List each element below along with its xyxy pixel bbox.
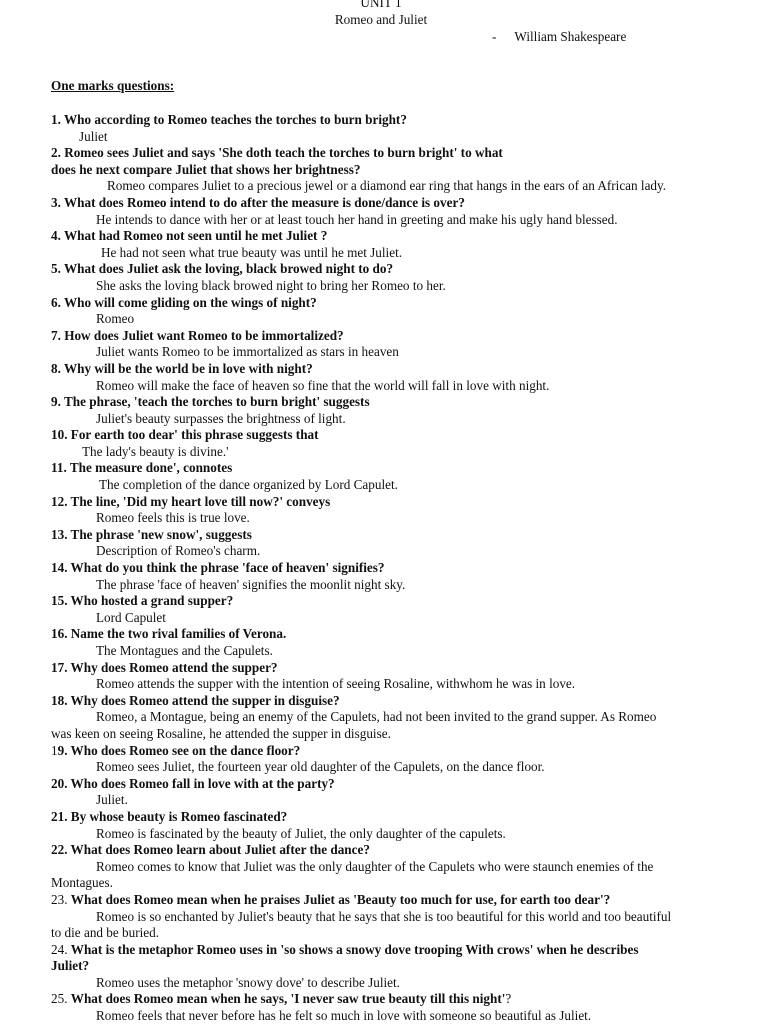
question [51,942,721,959]
question-number: 1 [51,742,58,758]
question-text: 9. The phrase, 'teach the torches to burn bright' suggests [51,394,370,410]
question [51,991,721,1008]
question-text: 13. The phrase 'new snow', suggests [51,526,252,542]
question-continuation: does he next compare Juliet that shows her brightness? [51,161,361,177]
answer: Romeo is so enchanted by Juliet's beauty that he says that she is too beautiful for this world and too beautiful [96,908,672,924]
question [51,361,721,378]
answer: Juliet [79,128,108,144]
question-mark: ? [505,991,512,1007]
question [51,494,721,511]
question-answer-list [51,112,721,1025]
question-text: 12. The line, 'Did my heart love till now?' conveys [51,493,331,509]
question [51,295,721,312]
answer: Romeo feels that never before has he felt so much in love with someone so beautiful as Juliet. [96,1008,592,1024]
question [51,809,721,826]
document-title: Romeo and Juliet [334,12,428,27]
question [51,560,721,577]
answer: Romeo feels this is true love. [96,510,250,526]
answer: The phrase 'face of heaven' signifies the moonlit night sky. [96,576,406,592]
question [51,626,721,643]
author-line [492,29,626,46]
question [51,842,721,859]
question-text: 11. The measure done', connotes [51,460,233,476]
answer: Romeo [96,311,135,327]
question [51,228,721,245]
question-text: What does Romeo mean when he praises Juliet as 'Beauty too much for use, for earth too dear'? [70,891,611,907]
question [51,776,721,793]
answer: Romeo will make the face of heaven so fine that the world will fall in love with night. [96,377,550,393]
question [51,394,721,411]
answer: The lady's beauty is divine.' [82,443,229,459]
question-text: 8. Why will be the world be in love with night? [51,360,313,376]
question [51,743,721,760]
answer: He had not seen what true beauty was until he met Juliet. [101,244,403,260]
question-text: 14. What do you think the phrase 'face of heaven' signifies? [51,560,385,576]
question-text: 17. Why does Romeo attend the supper? [51,659,278,675]
question-text: 9. Who does Romeo see on the dance floor? [57,742,301,758]
question [51,145,721,162]
question-text: 10. For earth too dear' this phrase suggests that [51,427,319,443]
question-text: 21. By whose beauty is Romeo fascinated? [51,808,288,824]
answer: Juliet's beauty surpasses the brightness of light. [96,410,346,426]
answer: Juliet. [96,792,128,808]
answer: Romeo uses the metaphor 'snowy dove' to describe Juliet. [96,974,400,990]
answer: The Montagues and the Capulets. [96,643,273,658]
answer-continuation: to die and be buried. [51,925,160,941]
question-number: 24. [51,941,71,957]
question-text: 7. How does Juliet want Romeo to be immortalized? [51,327,344,343]
answer: Romeo is fascinated by the beauty of Juliet, the only daughter of the capulets. [96,825,506,841]
answer: Description of Romeo's charm. [96,543,261,559]
answer: Juliet wants Romeo to be immortalized as stars in heaven [96,344,399,360]
question [51,112,721,129]
question [51,892,721,909]
answer: Romeo attends the supper with the intention of seeing Rosaline, withwhom he was in love. [96,676,576,692]
question-continuation: Juliet? [51,958,90,974]
question-text: What is the metaphor Romeo uses in 'so shows a snowy dove trooping With crows' when he describes [70,941,639,957]
answer: The completion of the dance organized by Lord Capulet. [99,477,398,493]
question-text: 16. Name the two rival families of Verona. [51,626,287,642]
question-text: 22. What does Romeo learn about Juliet after the dance? [51,842,370,858]
question [51,427,721,444]
question-text: What does Romeo mean when he says, 'I never saw true beauty till this night' [70,991,506,1007]
question-number: 25. [51,991,71,1007]
answer: Romeo sees Juliet, the fourteen year old daughter of the Capulets, on the dance floor. [96,759,545,775]
question [51,261,721,278]
question [51,593,721,610]
answer-continuation: Montagues. [51,875,113,891]
question-text: 18. Why does Romeo attend the supper in disguise? [51,692,340,708]
question [51,460,721,477]
question-text: 1. Who according to Romeo teaches the torches to burn bright? [51,112,407,127]
question-text: 15. Who hosted a grand supper? [51,593,234,609]
author-name: William Shakespeare [514,29,627,44]
answer-continuation: was keen on seeing Rosaline, he attended the supper in disguise. [51,725,391,741]
author-dash: - [492,29,497,44]
question-text: 6. Who will come gliding on the wings of night? [51,294,317,310]
question-text: 5. What does Juliet ask the loving, black browed night to do? [51,261,394,277]
answer: Romeo comes to know that Juliet was the only daughter of the Capulets who were staunch enemies of the [96,858,654,874]
answer: She asks the loving black browed night to bring her Romeo to her. [96,277,446,293]
question [51,328,721,345]
question-text: 2. Romeo sees Juliet and says 'She doth teach the torches to burn bright' to what [51,145,503,161]
question [51,195,721,212]
question-number: 23. [51,891,71,907]
answer: Romeo compares Juliet to a precious jewel or a diamond ear ring that hangs in the ears of an African lady. [107,178,667,194]
section-heading: One marks questions: [51,78,175,93]
question-text: 4. What had Romeo not seen until he met Juliet ? [51,228,328,244]
question [51,527,721,544]
question [51,660,721,677]
answer: Romeo, a Montague, being an enemy of the Capulets, had not been invited to the grand supper. As Romeo [96,709,657,725]
question-text: 3. What does Romeo intend to do after the measure is done/dance is over? [51,194,465,210]
answer: Lord Capulet [96,609,166,625]
answer: He intends to dance with her or at least touch her hand in greeting and make his ugly hand blessed. [96,211,618,227]
question [51,693,721,710]
question-text: 20. Who does Romeo fall in love with at the party? [51,775,335,791]
unit-label: UNIT 1 [360,0,402,10]
